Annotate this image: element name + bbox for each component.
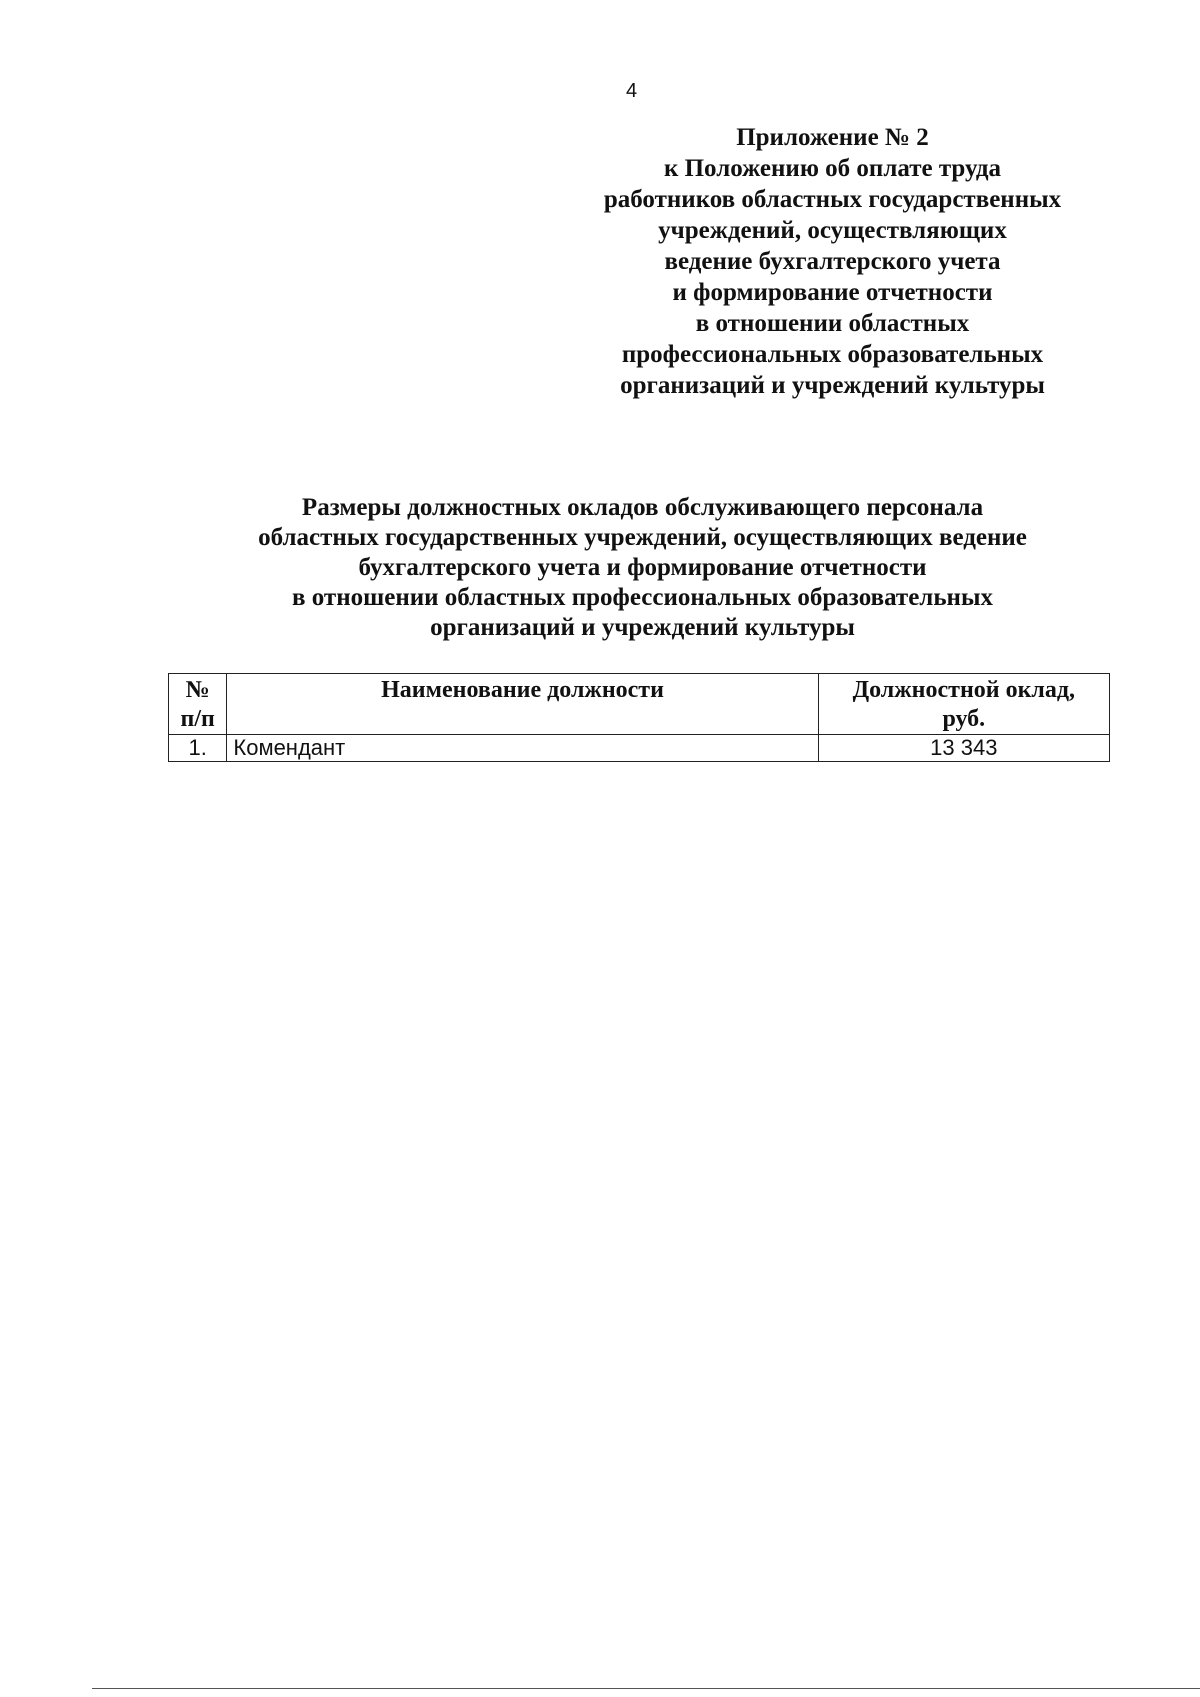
appendix-line: в отношении областных: [695, 310, 970, 337]
appendix-line: учреждений, осуществляющих: [658, 217, 1007, 244]
row-salary: 13 343: [818, 735, 1109, 762]
appendix-line: ведение бухгалтерского учета: [664, 248, 1001, 275]
appendix-line: к Положению об оплате труда: [663, 155, 1002, 182]
appendix-line: работников областных государственных: [603, 186, 1062, 213]
heading-line: организаций и учреждений культуры: [430, 614, 855, 641]
heading-line: в отношении областных профессиональных образовательных: [292, 584, 993, 611]
salary-table: [168, 673, 1110, 762]
row-num: 1.: [169, 735, 227, 762]
heading-line: Размеры должностных окладов обслуживающего персонала: [301, 494, 984, 521]
page-number: 4: [626, 80, 638, 102]
footer-divider: [92, 1688, 1200, 1689]
header-salary-line1: Должностной оклад,: [852, 677, 1076, 703]
header-name: Наименование должности: [227, 674, 818, 735]
heading-line: бухгалтерского учета и формирование отчетности: [358, 554, 927, 581]
heading-line: областных государственных учреждений, осуществляющих ведение: [258, 524, 1027, 551]
header-salary: [818, 674, 1109, 735]
appendix-line: организаций и учреждений культуры: [620, 372, 1045, 399]
appendix-block: [560, 122, 1105, 401]
document-heading: [170, 493, 1115, 643]
header-num: [169, 674, 227, 735]
appendix-line: профессиональных образовательных: [621, 341, 1044, 368]
table-header-row: [169, 674, 1110, 735]
table-row: [169, 735, 1110, 762]
appendix-line: Приложение № 2: [736, 124, 929, 151]
header-salary-line2: руб.: [942, 706, 986, 732]
row-position-name: Комендант: [227, 735, 818, 762]
header-num-line2: п/п: [180, 706, 215, 732]
appendix-line: и формирование отчетности: [672, 279, 993, 306]
header-num-line1: №: [185, 677, 210, 703]
